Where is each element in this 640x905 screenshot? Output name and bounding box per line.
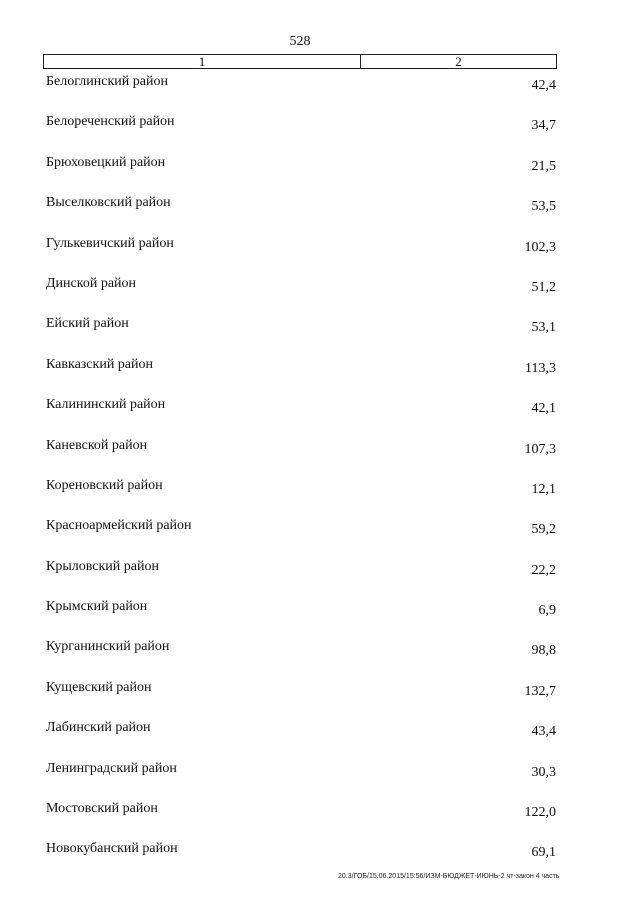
table-row xyxy=(46,716,556,756)
district-value: 132,7 xyxy=(524,683,556,699)
table-row xyxy=(46,757,556,797)
table-row xyxy=(46,635,556,675)
table-row xyxy=(46,676,556,716)
district-value: 53,1 xyxy=(531,320,556,336)
table-row xyxy=(46,434,556,474)
district-name: Гулькевичский район xyxy=(46,235,174,251)
district-value: 30,3 xyxy=(531,764,556,780)
district-value: 12,1 xyxy=(531,481,556,497)
district-name: Калининский район xyxy=(46,397,166,413)
table-row xyxy=(46,70,556,110)
column-header-1: 1 xyxy=(44,55,361,68)
table-row xyxy=(46,312,556,352)
district-value: 43,4 xyxy=(531,724,556,740)
table-row xyxy=(46,272,556,312)
district-name: Красноармейский район xyxy=(46,518,192,534)
district-value: 51,2 xyxy=(531,279,556,295)
district-name: Курганинский район xyxy=(46,639,170,655)
table-row xyxy=(46,555,556,595)
district-value: 122,0 xyxy=(524,805,556,821)
table-row xyxy=(46,232,556,272)
table-row xyxy=(46,151,556,191)
district-name: Крыловский район xyxy=(46,558,159,574)
column-header-2: 2 xyxy=(455,54,462,69)
district-name: Крымский район xyxy=(46,599,148,615)
table-row xyxy=(46,393,556,433)
district-name: Кущевский район xyxy=(46,679,152,695)
district-name: Каневской район xyxy=(46,437,148,453)
table-row xyxy=(46,474,556,514)
table-row xyxy=(46,595,556,635)
district-value: 107,3 xyxy=(524,441,556,457)
district-value: 53,5 xyxy=(531,199,556,215)
district-value: 42,1 xyxy=(531,401,556,417)
district-value: 6,9 xyxy=(538,603,556,619)
district-name: Выселковский район xyxy=(46,195,171,211)
district-value: 42,4 xyxy=(531,78,556,93)
district-name: Кореновский район xyxy=(46,477,163,493)
district-value: 59,2 xyxy=(531,522,556,538)
table-row xyxy=(46,837,556,877)
table-header xyxy=(43,54,557,69)
district-name: Мостовский район xyxy=(46,801,158,817)
table-row xyxy=(46,797,556,837)
district-value: 102,3 xyxy=(524,239,556,255)
district-name: Белореченский район xyxy=(46,114,175,130)
district-value: 98,8 xyxy=(531,643,556,659)
table-row xyxy=(46,514,556,554)
district-name: Динской район xyxy=(46,275,137,291)
district-value: 69,1 xyxy=(531,845,556,861)
district-name: Брюховецкий район xyxy=(46,154,166,170)
district-name: Ейский район xyxy=(46,316,129,332)
document-footer: 20.3/ГОБ/15.06.2015/15:56/ИЗМ-БЮДЖЕТ-ИЮНЬ-2 чт-закон 4 часть xyxy=(338,873,560,880)
district-value: 21,5 xyxy=(531,158,556,174)
page-number: 528 xyxy=(289,34,311,49)
district-value: 34,7 xyxy=(531,118,556,134)
district-value: 22,2 xyxy=(531,562,556,578)
district-value: 113,3 xyxy=(525,360,556,376)
district-table xyxy=(46,70,556,878)
district-name: Новокубанский район xyxy=(46,841,178,857)
table-row xyxy=(46,353,556,393)
table-row xyxy=(46,191,556,231)
district-name: Кавказский район xyxy=(46,356,154,372)
district-name: Лабинский район xyxy=(46,720,151,736)
district-name: Белоглинский район xyxy=(46,74,168,89)
table-row xyxy=(46,110,556,150)
district-name: Ленинградский район xyxy=(46,760,177,776)
